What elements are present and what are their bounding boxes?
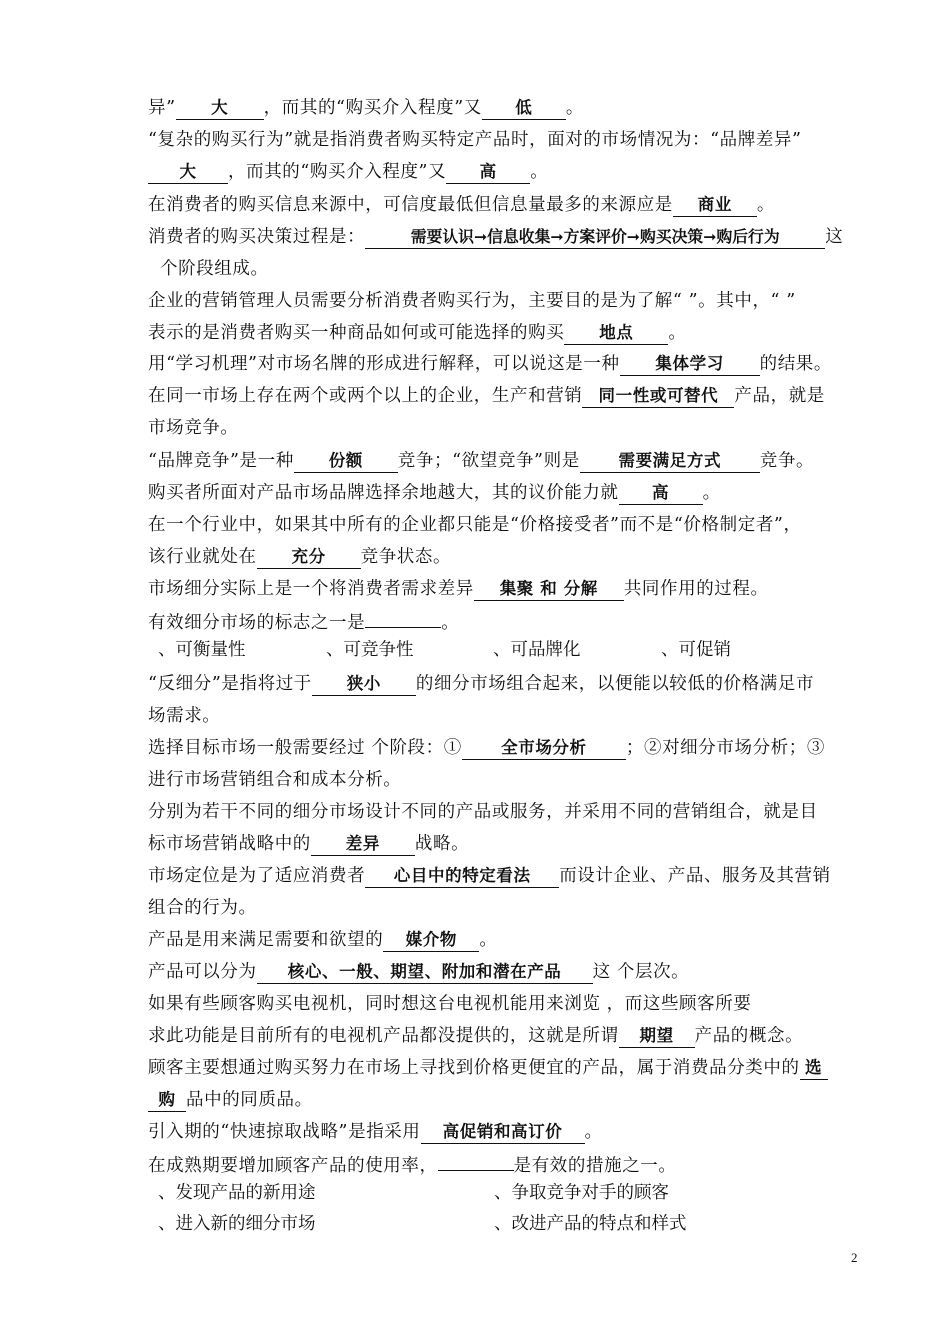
text: 异” [148,98,176,118]
text-line: 在一个行业中，如果其中所有的企业都只能是“价格接受者”而不是“价格制定者”， [148,515,802,535]
option-c: 、可品牌化 [493,640,581,660]
empty-blank [438,1152,514,1171]
text-line [148,1056,868,1080]
text: 。 [565,98,584,118]
text: 。 [479,930,498,950]
text: “品牌竞争”是一种 [148,451,294,471]
text: 。 [441,613,460,633]
answer-blank: 心目中的特定看法 [365,865,559,888]
text-line: 场需求。 [148,706,221,726]
answer-blank: 购 [148,1089,186,1112]
text-line [148,736,868,760]
text: 战略。 [414,834,470,854]
text: 。 [756,195,776,215]
text: 在同一市场上存在两个或两个以上的企业，生产和营销 [148,386,583,406]
answer-blank: 差异 [311,833,415,856]
text: 竞争状态。 [360,547,452,567]
answer-blank: 核心、一般、期望、附加和潜在产品 [257,961,593,984]
text: 产品可以分为 [148,962,257,982]
text: 这 个层次。 [592,962,690,982]
text: 产品是用来满足需要和欲望的 [148,930,384,950]
option-d: 、可促销 [661,640,731,660]
text-line [148,449,868,473]
option-b: 、争取竞争对手的顾客 [494,1183,669,1203]
text-line: 组合的行为。 [148,898,257,918]
text-line [148,352,868,376]
text: 而设计企业、产品、服务及其营销 [559,866,831,886]
answer-blank: 低 [482,97,566,120]
text: 竞争；“欲望竞争”则是 [397,451,580,471]
text: 竞争。 [759,451,815,471]
text-line [148,928,868,952]
answer-blank: 选 [800,1057,828,1080]
text-line [148,609,868,635]
text: 产品，就是 [734,386,825,406]
text-line [148,481,868,505]
text: 购买者所面对产品市场品牌选择余地越大，其的议价能力就 [148,483,619,503]
text-line [148,672,868,696]
text: 。 [702,483,721,503]
text: ，而其的“购买介入程度”又 [228,162,447,182]
text: 标市场营销战略中的 [148,834,311,854]
text-line: 分别为若干不同的细分市场设计不同的产品或服务，并采用不同的营销组合，就是目 [148,802,818,822]
text-line [148,864,868,888]
text: 引入期的“快速掠取战略”是指采用 [148,1122,421,1142]
text: 市场定位是为了适应消费者 [148,866,366,886]
answer-blank: 狭小 [312,673,416,696]
text-line: “复杂的购买行为”就是指消费者购买特定产品时，面对的市场情况为：“品牌差异” [148,130,802,150]
answer-blank: 商业 [673,194,757,217]
text-line [148,384,868,408]
text: 有效细分市场的标志之一是 [148,613,366,633]
answer-blank: 地点 [564,322,668,345]
text: 用“学习机理”对市场名牌的形成进行解释，可以说这是一种 [148,354,620,374]
text: 。 [530,162,549,182]
text: 消费者的购买决策过程是： [148,227,366,247]
text: 在消费者的购买信息来源中，可信度最低但信息量最多的来源应是 [148,195,673,215]
text: 市场细分实际上是一个将消费者需求差异 [148,579,474,599]
text-line: 进行市场营销组合和成本分析。 [148,770,402,790]
text: 在成熟期要增加顾客产品的使用率， [148,1156,438,1176]
answer-blank: 全市场分析 [462,737,626,760]
text-line: 如果有些顾客购买电视机，同时想这台电视机能用来浏览 ，而这些顾客所要 [148,994,752,1014]
answer-blank: 充分 [257,546,361,569]
answer-blank: 集聚 和 分解 [474,578,624,601]
text: 。 [668,323,687,343]
text: 顾客主要想通过购买努力在市场上寻找到价格更便宜的产品，属于消费品分类中的 [148,1058,800,1078]
text-line: 个阶段组成。 [160,259,269,279]
text: 品中的同质品。 [186,1090,313,1110]
text-line [148,577,868,601]
text: 表示的是消费者购买一种商品如何或可能选择的购买 [148,323,565,343]
option-a: 、可衡量性 [158,640,246,660]
text: ；②对细分市场分析；③ [625,738,825,758]
text-line [148,1120,868,1144]
text-line [148,193,868,217]
option-c: 、进入新的细分市场 [158,1214,316,1234]
text: 产品的概念。 [694,1026,804,1046]
text-line: 企业的营销管理人员需要分析消费者购买行为，主要目的是为了解“ ”。其中，“ ” [148,291,796,311]
text-line [148,225,868,249]
answer-blank: 大 [148,161,228,184]
option-b: 、可竞争性 [326,640,414,660]
text-line [148,321,868,345]
text: 共同作用的过程。 [623,579,769,599]
text-line: 市场竞争。 [148,418,239,438]
answer-blank: 媒介物 [383,929,479,952]
answer-blank: 高 [446,161,530,184]
text-line [148,160,868,184]
text: 是有效的措施之一。 [513,1156,677,1176]
text: 求此功能是目前所有的电视机产品都没提供的，这就是所谓 [148,1026,619,1046]
text: 的细分市场组合起来，以便能以较低的价格满足市 [415,674,815,694]
option-d: 、改进产品的特点和样式 [494,1214,687,1234]
text: 选择目标市场一般需要经过 个阶段：① [148,738,462,758]
answer-blank: 高促销和高订价 [421,1121,585,1144]
text-line [148,1024,868,1048]
answer-blank: 同一性或可替代 [582,385,734,408]
text-line [148,832,868,856]
text: ，而其的“购买介入程度”又 [263,98,482,118]
answer-blank: 份额 [294,450,398,473]
answer-blank: 期望 [619,1025,695,1048]
text-line [148,1088,868,1112]
answer-blank: 大 [176,97,264,120]
empty-blank [365,609,441,628]
text: 的结果。 [759,354,832,374]
text: 这 [825,227,844,247]
text: 。 [584,1122,603,1142]
answer-blank: 高 [619,482,703,505]
text-line [148,1152,868,1178]
option-a: 、发现产品的新用途 [158,1183,316,1203]
text: “反细分”是指将过于 [148,674,312,694]
answer-blank: 需要认识➞信息收集➞方案评价➞购买决策➞购后行为 [365,226,825,249]
text-line [148,545,868,569]
answer-blank: 需要满足方式 [580,450,760,473]
text-line [148,960,868,984]
text-line [148,96,868,120]
answer-blank: 集体学习 [620,353,760,376]
text: 该行业就处在 [148,547,257,567]
page-number: 2 [851,1250,858,1265]
